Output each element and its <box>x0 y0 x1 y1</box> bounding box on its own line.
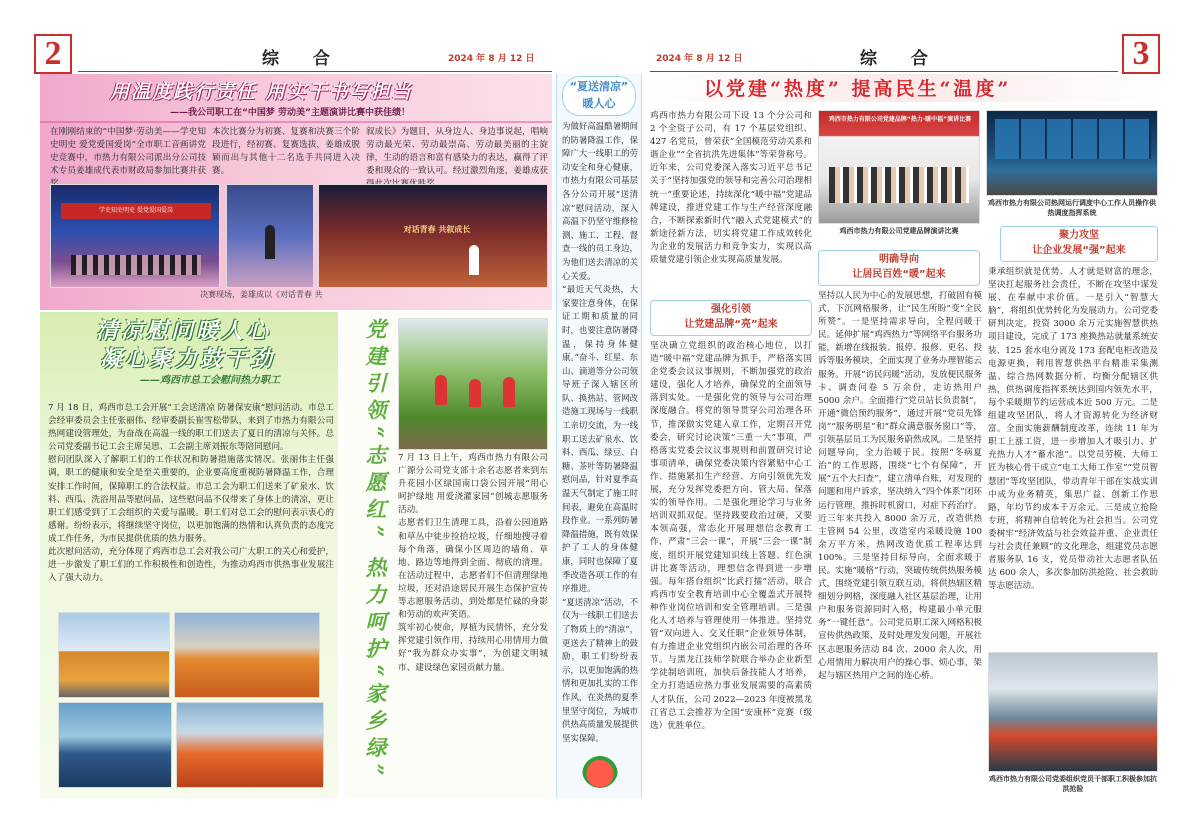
speaker-figure-2 <box>469 245 479 275</box>
volunteer-figure-1 <box>435 375 447 405</box>
article1-col3: 叙成长》为题目，从身边人、身边事说起，唱响劳动最光荣、劳动最崇高、劳动最美丽的主旋律，生动的语言和富有感染力的表达，赢得了评委和现众的一致认可。经过激烈角逐，姜雄成获 <box>366 127 548 177</box>
header-rule-right <box>650 52 1118 72</box>
subhead2-line1: 明确导向 <box>879 254 919 265</box>
volunteer-figure-3 <box>503 377 515 407</box>
article2-title-line1: 清凉慰问暖人心 <box>96 318 272 344</box>
dispatch-screens <box>995 119 1151 159</box>
article4-body: 为做好高温酷暑期间的防暑降温工作，保障广大一线职工的劳动安全和身心健康，市热力有限公司基层各分公司开展“送清凉”慰问活动，深入高温下仍坚守维修检测、施工、工程、督查一线的员工身边，为他们送去清凉的关心关爱。 “最近天气炎热，大家要注意身体，在保证工期和质量的同时，也要注意防暑降温，保持身体健康。”奋斗、红星、东山、滴道等分公司领导班子深入辖区所队、换热站、管网改造施工现场与一线职工亲切交流，为一线职工送去矿泉水、饮料、西瓜、绿豆、白糖、茶叶等防暑降温慰问品，针对夏季高温天气制定了施工时间表，避免在高温时段作业。一系列防暑降温措施，既有效保护了工人的身体健康，同时也保障了夏季改造各项工作的有序推进。 “夏送清凉”活动，不仅为一线职工们送去了物质上的“清凉”，更送去了精神上的鼓励，职工们纷纷表示，以更加饱满的热情和更加扎实的工作作风，在炎热的夏季里坚守岗位，为城市供热高质量发展提供坚实保障。 <box>562 121 638 743</box>
stage-photo-3 <box>318 184 548 288</box>
article5-photo3-caption: 鸡西市热力有限公司党委组织党员干部职工积极参加抗洪抢险 <box>989 775 1157 793</box>
article1-rule <box>40 121 552 123</box>
dispatch-center-photo <box>986 110 1158 196</box>
stage-group-right <box>829 167 969 203</box>
article1-photo-caption: 决赛现场，姜雄成以《对话青春 共 <box>200 290 323 299</box>
article1-col1: 在刚刚结束的“中国梦·劳动美——学史知史明史 爱党爱国爱岗”全市职工音画讲党史竞赛中，市热力有限公司派出分公司技术专员姜雄成代表市财政局参加比赛并获 <box>50 127 206 177</box>
article2-subtitle: ——鸡西市总工会慰问热力职工 <box>140 375 280 386</box>
stage-banner-text-2: 对话青春 共叙成长 <box>403 224 471 234</box>
date-right: 2024 年 8 月 12 日 <box>656 54 743 64</box>
article5-sub2-body: 坚持以人民为中心的发展思想，打破固有模式，下沉网格服务，让“民生所盼”变“全民所赞”。一是坚持需求导向，全程问暖于民。延伸扩展“鸡西热力”等网络平台服务功能，新增在线报装、报停、报修、更名、投诉等服务模块，全面实现了业务办理智能云服务。开展“访民问暖”活动，发放便民服务卡、调查问卷 5 万余份，走访热用户 5000 余户。全面推行“党员站长负责制”，开通“微信预约服务”，通过开展“党员先锋岗”“服务明星”和“群众满意服务窗口”等，引领基层员工为民服务蔚然成风。二是坚持问题导向，全力治暖于民。按照“冬病夏治”的工作思路，围绕“七个有保障”，开展“五个大扫查”，建立清单台账，对发现的问题和用户诉求，坚决纳入“四个体系”闭环运行管理，推拆时机窗口，对症下药治疗。近三年来共投入 8000 余万元，改造供热主管网 54 公里，改造室内采暖设施 100 余万平方米，热网改造优质工程率达到 100%。三是坚持目标导向，全面求暖于民。实施“暖格”行动，突破传统供热服务模式，围绕党建引领互联互动，将供热辖区精细划分网格，深度融入社区基层治理，让用户和服务资源同时入格，构建最小单元服务“一键任意”。公司党员职工深入网格积极宣传供热政策、及时处理发发问题，开展社区志愿服务活动 84 次、2000 余人次，用心用情用力解决用户的操心事、烦心事，架起与辖区热用户之间的连心桥。 <box>818 291 982 681</box>
article5-photo1-caption: 鸡西市热力有限公司党建品牌演讲比赛 <box>839 227 959 235</box>
article3-body: 7 月 13 日上午，鸡西市热力有限公司广源分公司党支部十余名志愿者来到东升花园小区绿国南口袋公园开展“用心呵护绿地 用爱浇灌家园”创城志愿服务活动。 志愿者们卫生清理工具，沿着公园道路和草丛中徒步捡拾垃圾，仔细地搜寻着每个角落，确保小区周边的墙角、草地、路边等地得到全面、彻底的清理。在活动过程中，志愿者们不但清理绿地垃圾，还对沿途居民开展生态保护宣传等志愿服务活动，到处都是忙碌的身影和劳动的欢声笑语。 筑牢初心使命，厚植为民情怀，充分发挥党建引领作用，持续用心用情用力做好“我为群众办实事”，为创建文明城市、建设绿色家园贡献力量。 <box>398 453 548 673</box>
article5-photo2-caption: 鸡西市热力有限公司热网运行调度中心工作人员操作供热调度指挥系统 <box>988 199 1156 217</box>
article5-sub3-body: 秉承组织就是优势、人才就是财富的理念，坚决扛起服务社会责任，不断在攻坚中谋发展、在奉献中求价值。一是引入“智慧大脑”，将组织优势转化为发展动力。公司党委研判决定，投资 3000 余万元实施智慧供热项目建设，完成了 173 座换热站就量系统安装、125 套水电分离及 173 套配电柜改造及电源更换，利用智慧供热平台精准采集测温、综合热网数据分析、均衡分配辖区供热，供热调度指挥系统达到国内领先水平，每个采暖期节约运营成本近 500 万元。二是组建攻坚团队，将人才资源转化为经济财富。全面实施薪酬制度改革，连续 11 年为职工上涨工资，进一步增加人才吸引力、扩充热力人才“蓄水池”。以党员劳模、大师工匠为核心骨干成立“电工大师工作室”“党员智慧团”等攻坚团队，带动青年干部在实战实训中成为业务精英，集思广益、创新工作思路，年均节约成本千万余元。三是成立抢险专班，将精神自信转化为社会担当。公司党委树牢“经济效益与社会效益并重、企业责任与社会责任兼顾”的文化理念，组建党员志愿者服务队 16 支，党员带动社大志愿者队伍达 600 余人，多次参加防洪抢险、社会救助等志愿活动。 <box>988 267 1158 592</box>
workers-photo-2 <box>174 612 320 698</box>
article1-title: 用温度践行责任 用实干书写担当 <box>110 81 413 103</box>
article3-vertical-title: 党建引领“志愿红” 热力呵护“家乡绿” <box>363 318 388 782</box>
article4-title-line2: 暖人心 <box>582 97 616 110</box>
article5-sub1-body: 坚决确立党组织的政治核心地位，以打造“暖中福”党建品牌为抓手，严格落实国企党委会议议事规则，不断加强党的政治建设，强化人才培养，确保党的全面领导落到实处。一是强化党的领导与公司治理深度融合。将党的领导贯穿公司治理各环节，推深做实党建入章工作，定期召开党委会，研究讨论决策“三重一大”事项，严格落实党委会议议事规则和前置研究讨论事项清单，确保党委决策内容紧贴中心工作、措施紧扣生产经营、方向引领优先发展，充分发挥党委把方向、管大局、保落实的领导作用。二是强化理论学习与业务培训双抓双促。坚持践要政治过硬，又要本领高强，常态化开展理想信念教育工作，严肃“三会一课”，开展“三会一课”制度，组织开展党建知识线上答题、红色演讲比赛等活动，理想信念得到进一步增强。每年搭台组织“比武打擂”活动，联合鸡西市安全教育培训中心全覆盖式开展特种作业岗位培训和安全管理培训。三是强化人才培养与管理使用一体推进。坚持党管“双向进入、交叉任职”企业领导体制，有力推进企业党组织内嵌公司治理的各环节。与黑龙江技师学院联合举办企业新型学徒制培训班，加快后备技能人才培养，全力打造适应热力事业发展需要的高素质人才队伍，公司 2022—2023 年度被黑龙江省总工会推荐为全国“安康杯”竞赛（级选）优胜单位。 <box>650 341 812 731</box>
watermelon-icon <box>582 752 618 788</box>
section-title-right: 综 合 <box>860 49 942 69</box>
article2-title-line2: 凝心聚力鼓干劲 <box>100 346 276 372</box>
article2-body: 7 月 18 日，鸡西市总工会开展“工会送清凉 防暑保安康”慰问活动。市总工会经审委员会主任张丽伟、经审委副长崔雪松带队，来到了市热力有限公司热网建设管理处，为奋战在高温一线的职工们送去了夏日的清凉与关怀。总公司党委副书记工会主席吴思、工会副主席刘振东等陪同慰问。 慰问团队深入了解职工们的工作状况和防暑措施落实情况。张丽伟主任强调，职工的健康和安全是至关重要的，企业要高度重视防暑降温工作，合理安排工作时间，保障职工的合法权益。市总工会为职工们送来了矿泉水、饮料、西瓜、洗浴用品等慰问品，这些慰问品不仅带来了身体上的清凉，更让职工们感受到了工会组织的关爱与温暖。职工们对总工会的慰问表示衷心的感谢。纷纷表示，将继续坚守岗位，以更加饱满的热情和认真负责的态度完成工作任务，为市民提供优质的热力服务。 此次慰问活动，充分体现了鸡西市总工会对我公司广大职工的关心和爱护，进一步激发了职工们的工作积极性和创造性，为推动鸡西市供热事业发展注入了强大动力。 <box>48 403 334 584</box>
stage-people-1 <box>71 255 201 275</box>
subhead1-line1: 强化引领 <box>711 304 751 315</box>
subhead3-line1: 聚力攻坚 <box>1059 230 1099 241</box>
flood-rescue-photo <box>988 652 1158 772</box>
subhead1-line2: 让党建品牌“亮”起来 <box>684 319 778 330</box>
subhead2-line2: 让居民百姓“暖”起来 <box>852 269 946 280</box>
stage-photo-right-1 <box>818 110 980 224</box>
volunteer-photo-1 <box>398 318 548 450</box>
workers-photo-4 <box>176 702 324 788</box>
stage-photo-2 <box>226 184 314 288</box>
article1-col2: 本次比赛分为初赛、复赛和决赛三个阶段进行，经初赛、复赛选拔，姜雄成脱颖而出与其他十二名选手共同进入决赛。 <box>212 127 360 177</box>
stage-banner-text-1: 学史知史明史 爱党爱国爱岗 <box>61 203 211 219</box>
workers-photo-1 <box>58 612 170 698</box>
article4-title-line1: “夏送清凉” <box>569 80 629 93</box>
volunteer-figure-2 <box>469 379 481 407</box>
page-number-left: 2 <box>34 34 72 74</box>
workers-photo-3 <box>58 702 172 788</box>
article5-title: 以党建“热度” 提高民生“温度” <box>704 78 1012 100</box>
page-number-right: 3 <box>1122 34 1160 74</box>
subhead3-line2: 让企业发展“强”起来 <box>1032 245 1126 256</box>
section-title-left: 综 合 <box>262 49 344 69</box>
stage-banner-right: 鸡西市热力有限公司党建品牌“热力·暖中福”演讲比赛 <box>828 116 972 123</box>
article1-subtitle: ——我公司职工在“中国梦 劳动美”主题演讲比赛中获佳绩！ <box>170 108 410 118</box>
article5-intro: 鸡西市热力有限公司下设 13 个分公司和 2 个全资子公司，有 17 个基层党组织、427 名党员，曾荣获“全国模范劳动关系和谐企业”“全省抗洪先进集体”等荣誉称号。近年来，公司党委深入落实习近平总书记关于“坚持加强党的领导和完善公司治理相统一”重要论述，持续深化“暖中福”党建品牌建设，推进党建工作与生产经营深度融合，不断探索新时代“融入式党建模式”的新途径新方法，切实将党建工作成效转化为企业的发展活力和竞争实力，实现以高质量党建引领企业实现高质量发展。 <box>650 111 812 266</box>
stage-photo-1 <box>50 184 220 288</box>
speaker-figure <box>265 225 275 259</box>
date-left: 2024 年 8 月 12 日 <box>448 54 535 64</box>
